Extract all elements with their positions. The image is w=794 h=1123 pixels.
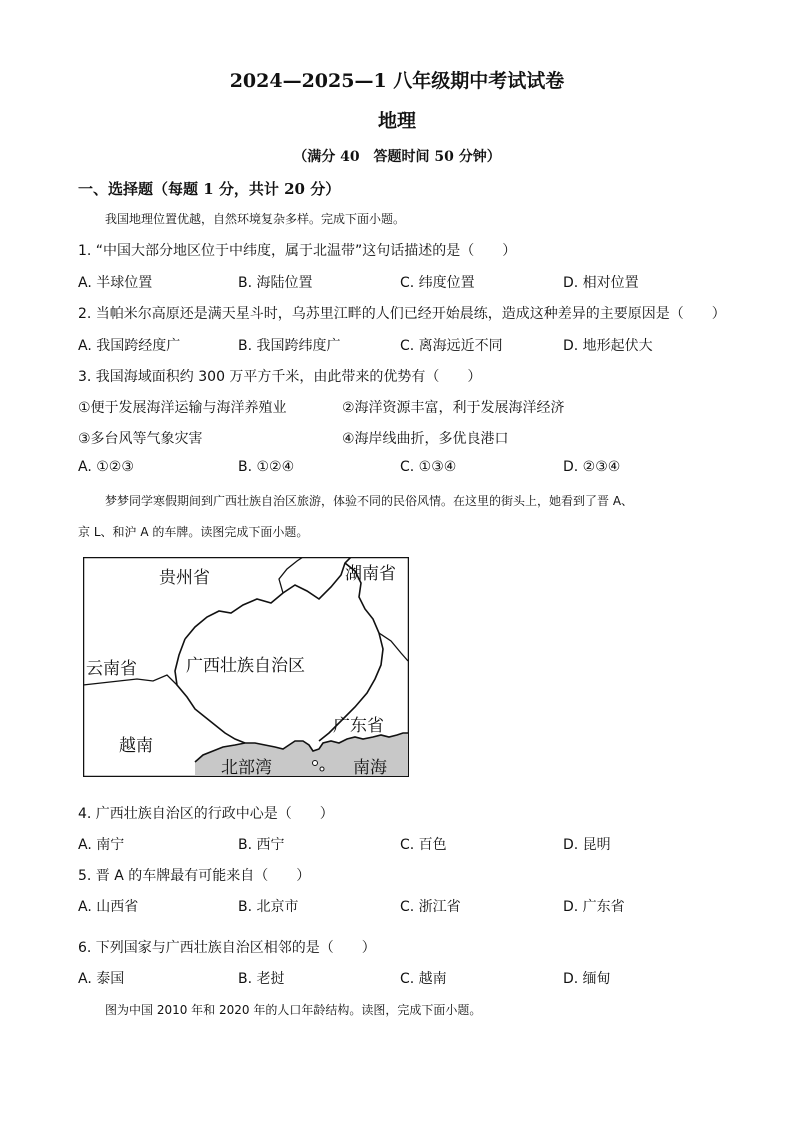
label-beibu-gulf: 北部湾 bbox=[221, 758, 272, 777]
exam-title: 2024—2025—1 八年级期中考试试卷 bbox=[229, 70, 565, 92]
q2-option-b: B. 我国跨纬度广 bbox=[238, 338, 341, 354]
q5-option-a: A. 山西省 bbox=[78, 899, 139, 915]
q1-option-d: D. 相对位置 bbox=[563, 275, 639, 291]
label-vietnam: 越南 bbox=[119, 736, 153, 756]
guangxi-map bbox=[83, 557, 409, 777]
q3-option-a: A. ①②③ bbox=[78, 459, 134, 475]
question-4-stem: 4. 广西壮族自治区的行政中心是（ ） bbox=[78, 806, 334, 822]
q5-option-c: C. 浙江省 bbox=[400, 899, 461, 915]
intro-text-1: 我国地理位置优越，自然环境复杂多样。完成下面小题。 bbox=[105, 212, 406, 226]
question-5-stem: 5. 晋 A 的车牌最有可能来自（ ） bbox=[78, 868, 311, 884]
label-guangxi: 广西壮族自治区 bbox=[186, 656, 305, 676]
q1-option-b: B. 海陆位置 bbox=[238, 275, 313, 291]
label-south-china-sea: 南海 bbox=[353, 758, 387, 777]
exam-meta: （满分 40 答题时间 50 分钟） bbox=[293, 149, 501, 165]
q4-option-c: C. 百色 bbox=[400, 837, 447, 853]
q4-option-a: A. 南宁 bbox=[78, 837, 125, 853]
q2-option-d: D. 地形起伏大 bbox=[563, 338, 653, 354]
q6-option-b: B. 老挝 bbox=[238, 971, 285, 987]
q1-option-a: A. 半球位置 bbox=[78, 275, 153, 291]
q3-item-2: ②海洋资源丰富，利于发展海洋经济 bbox=[342, 400, 565, 416]
q2-option-c: C. 离海远近不同 bbox=[400, 338, 503, 354]
section-title: 一、选择题（每题 1 分，共计 20 分） bbox=[78, 180, 341, 198]
label-guangdong: 广东省 bbox=[333, 716, 384, 736]
q6-option-c: C. 越南 bbox=[400, 971, 447, 987]
label-guizhou: 贵州省 bbox=[159, 568, 210, 588]
intro-text-3: 图为中国 2010 年和 2020 年的人口年龄结构。读图，完成下面小题。 bbox=[105, 1003, 482, 1017]
question-6-stem: 6. 下列国家与广西壮族自治区相邻的是（ ） bbox=[78, 940, 376, 956]
intro-text-2-line-2: 京 L、和沪 A 的车牌。读图完成下面小题。 bbox=[78, 525, 309, 539]
question-2-stem: 2. 当帕米尔高原还是满天星斗时，乌苏里江畔的人们已经开始晨练，造成这种差异的主要原因是（ ） bbox=[78, 306, 726, 322]
label-yunnan: 云南省 bbox=[86, 659, 137, 679]
q5-option-b: B. 北京市 bbox=[238, 899, 299, 915]
label-hunan: 湖南省 bbox=[345, 564, 396, 584]
intro-text-2-line-1: 梦梦同学寒假期间到广西壮族自治区旅游，体验不同的民俗风情。在这里的街头上，她看到了晋 A、 bbox=[105, 494, 634, 508]
q2-option-a: A. 我国跨经度广 bbox=[78, 338, 181, 354]
q3-option-d: D. ②③④ bbox=[563, 459, 621, 475]
q3-item-3: ③多台风等气象灾害 bbox=[78, 431, 203, 447]
q6-option-a: A. 泰国 bbox=[78, 971, 125, 987]
q4-option-b: B. 西宁 bbox=[238, 837, 285, 853]
question-3-stem: 3. 我国海域面积约 300 万平方千米，由此带来的优势有（ ） bbox=[78, 369, 482, 385]
q3-option-b: B. ①②④ bbox=[238, 459, 295, 475]
q3-option-c: C. ①③④ bbox=[400, 459, 457, 475]
exam-subject: 地理 bbox=[377, 110, 416, 132]
question-1-stem: 1. “中国大部分地区位于中纬度，属于北温带”这句话描述的是（ ） bbox=[78, 243, 517, 259]
q4-option-d: D. 昆明 bbox=[563, 837, 611, 853]
q1-option-c: C. 纬度位置 bbox=[400, 275, 475, 291]
q5-option-d: D. 广东省 bbox=[563, 899, 625, 915]
q6-option-d: D. 缅甸 bbox=[563, 971, 611, 987]
q3-item-4: ④海岸线曲折，多优良港口 bbox=[342, 431, 509, 447]
q3-item-1: ①便于发展海洋运输与海洋养殖业 bbox=[78, 400, 287, 416]
